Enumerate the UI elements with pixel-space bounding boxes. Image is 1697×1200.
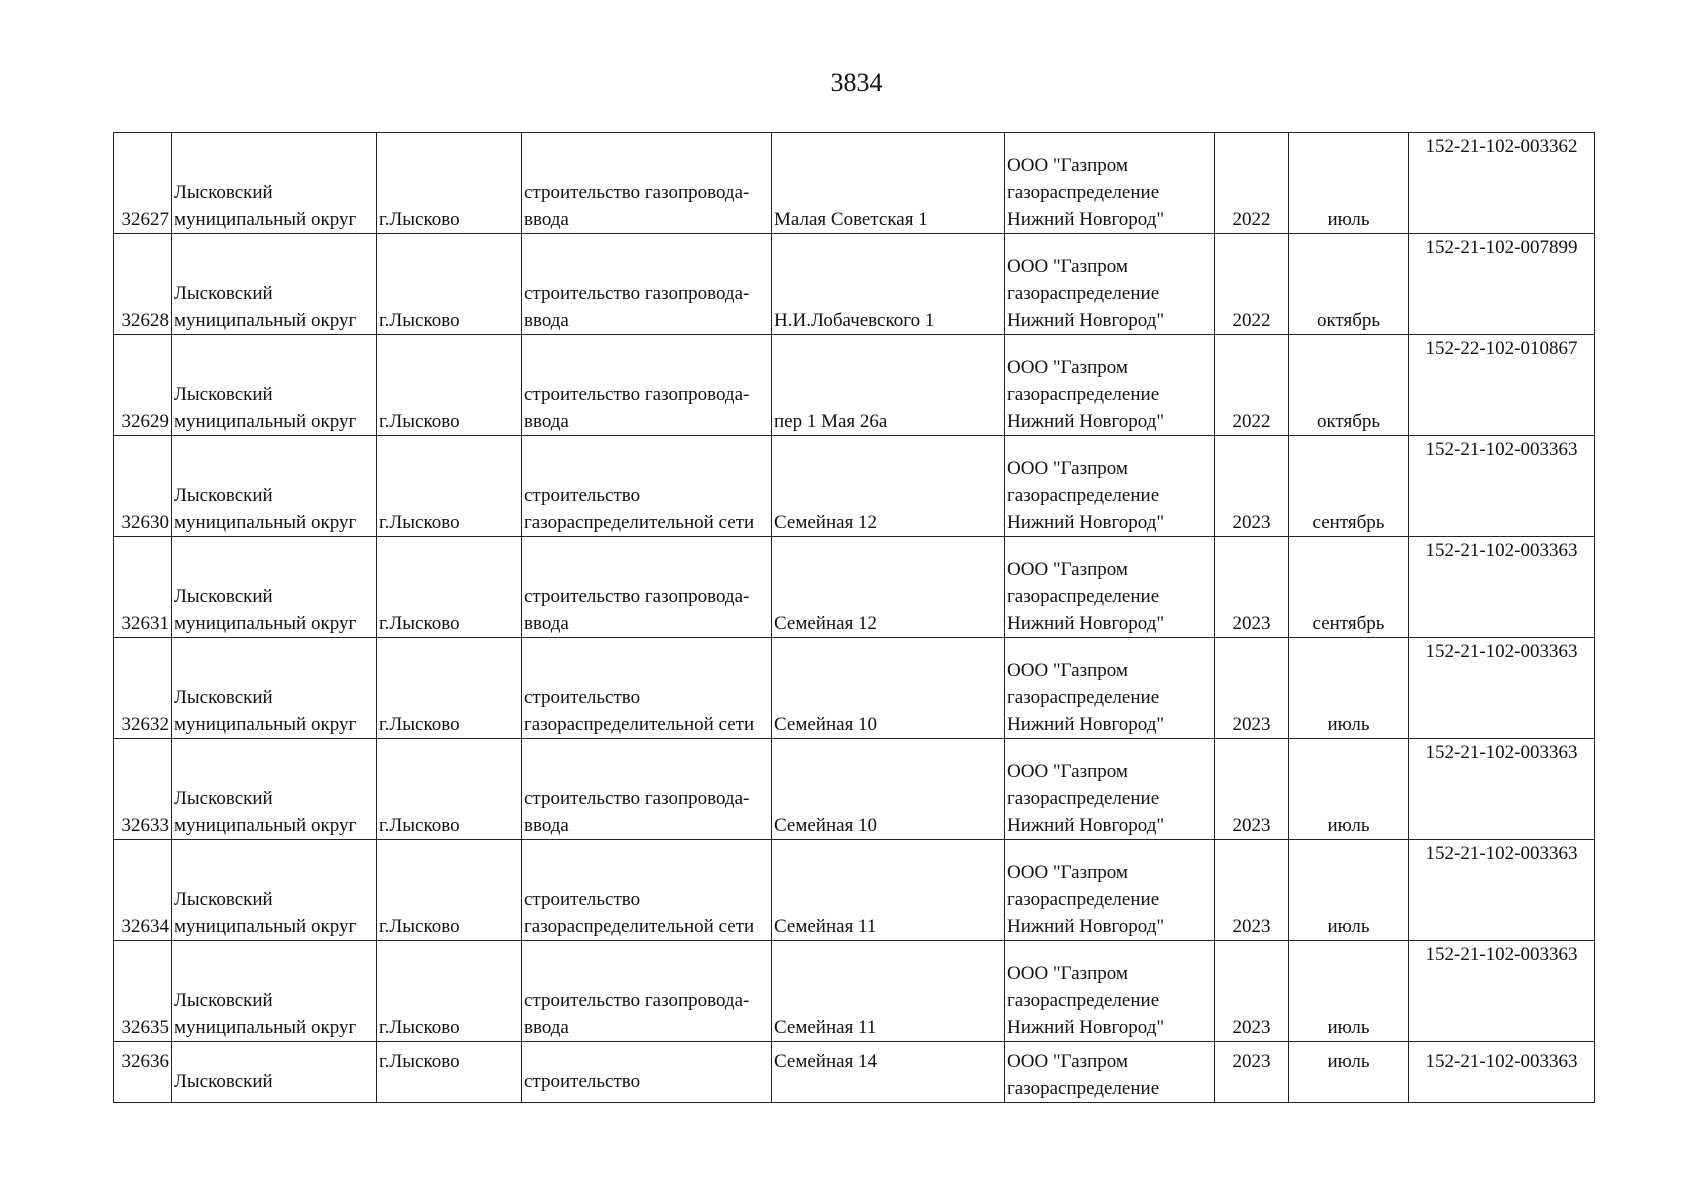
table-row: [114, 234, 1595, 335]
address-cell: Семейная 10: [772, 739, 1005, 840]
organization-cell: ООО "Газпром газораспределение Нижний Новгород": [1005, 941, 1215, 1042]
table-row: [114, 537, 1595, 638]
work-type-cell: строительство газораспределительной сети: [522, 638, 772, 739]
address-cell: Семейная 12: [772, 436, 1005, 537]
row-number: 32633: [114, 739, 172, 840]
organization-cell: ООО "Газпром газораспределение Нижний Новгород": [1005, 638, 1215, 739]
code-cell: 152-21-102-007899: [1409, 234, 1595, 335]
code-cell: 152-21-102-003363: [1409, 1042, 1595, 1103]
organization-cell: ООО "Газпром газораспределение Нижний Новгород": [1005, 335, 1215, 436]
month-cell: октябрь: [1289, 335, 1409, 436]
city-cell: г.Лысково: [377, 133, 522, 234]
table-row: [114, 941, 1595, 1042]
address-cell: Семейная 11: [772, 941, 1005, 1042]
district-cell: Лысковский: [172, 1042, 377, 1103]
month-cell: июль: [1289, 133, 1409, 234]
work-type-cell: строительство газопровода- ввода: [522, 537, 772, 638]
address-cell: Н.И.Лобачевского 1: [772, 234, 1005, 335]
city-cell: г.Лысково: [377, 840, 522, 941]
row-number: 32635: [114, 941, 172, 1042]
year-cell: 2023: [1215, 537, 1289, 638]
register-table: [113, 132, 1595, 1103]
city-cell: г.Лысково: [377, 234, 522, 335]
year-cell: 2023: [1215, 638, 1289, 739]
organization-cell: ООО "Газпром газораспределение Нижний Новгород": [1005, 436, 1215, 537]
row-number: 32627: [114, 133, 172, 234]
city-cell: г.Лысково: [377, 638, 522, 739]
month-cell: июль: [1289, 638, 1409, 739]
year-cell: 2022: [1215, 335, 1289, 436]
city-cell: г.Лысково: [377, 335, 522, 436]
page-number: 3834: [830, 68, 883, 97]
year-cell: 2023: [1215, 739, 1289, 840]
district-cell: Лысковский муниципальный округ: [172, 335, 377, 436]
row-number: 32636: [114, 1042, 172, 1103]
work-type-cell: строительство газораспределительной сети: [522, 840, 772, 941]
row-number: 32631: [114, 537, 172, 638]
address-cell: Семейная 10: [772, 638, 1005, 739]
table-row: [114, 133, 1595, 234]
code-cell: 152-22-102-010867: [1409, 335, 1595, 436]
table-row: [114, 335, 1595, 436]
district-cell: Лысковский муниципальный округ: [172, 436, 377, 537]
code-cell: 152-21-102-003363: [1409, 436, 1595, 537]
work-type-cell: строительство газопровода- ввода: [522, 335, 772, 436]
address-cell: пер 1 Мая 26а: [772, 335, 1005, 436]
row-number: 32634: [114, 840, 172, 941]
code-cell: 152-21-102-003363: [1409, 840, 1595, 941]
city-cell: г.Лысково: [377, 436, 522, 537]
row-number: 32632: [114, 638, 172, 739]
work-type-cell: строительство: [522, 1042, 772, 1103]
organization-cell: ООО "Газпром газораспределение Нижний Новгород": [1005, 133, 1215, 234]
code-cell: 152-21-102-003363: [1409, 739, 1595, 840]
year-cell: 2023: [1215, 1042, 1289, 1103]
district-cell: Лысковский муниципальный округ: [172, 739, 377, 840]
month-cell: июль: [1289, 1042, 1409, 1103]
city-cell: г.Лысково: [377, 739, 522, 840]
row-number: 32630: [114, 436, 172, 537]
month-cell: сентябрь: [1289, 436, 1409, 537]
work-type-cell: строительство газораспределительной сети: [522, 436, 772, 537]
district-cell: Лысковский муниципальный округ: [172, 840, 377, 941]
city-cell: г.Лысково: [377, 1042, 522, 1103]
work-type-cell: строительство газопровода- ввода: [522, 133, 772, 234]
row-number: 32628: [114, 234, 172, 335]
year-cell: 2023: [1215, 941, 1289, 1042]
code-cell: 152-21-102-003362: [1409, 133, 1595, 234]
table-row: [114, 1042, 1595, 1103]
address-cell: Малая Советская 1: [772, 133, 1005, 234]
table-row: [114, 436, 1595, 537]
year-cell: 2023: [1215, 436, 1289, 537]
district-cell: Лысковский муниципальный округ: [172, 133, 377, 234]
city-cell: г.Лысково: [377, 537, 522, 638]
code-cell: 152-21-102-003363: [1409, 537, 1595, 638]
address-cell: Семейная 11: [772, 840, 1005, 941]
year-cell: 2022: [1215, 133, 1289, 234]
organization-cell: ООО "Газпром газораспределение Нижний Новгород": [1005, 840, 1215, 941]
organization-cell: ООО "Газпром газораспределение Нижний Новгород": [1005, 234, 1215, 335]
work-type-cell: строительство газопровода- ввода: [522, 941, 772, 1042]
table-row: [114, 840, 1595, 941]
row-number: 32629: [114, 335, 172, 436]
city-cell: г.Лысково: [377, 941, 522, 1042]
organization-cell: ООО "Газпром газораспределение: [1005, 1042, 1215, 1103]
table-row: [114, 638, 1595, 739]
district-cell: Лысковский муниципальный округ: [172, 537, 377, 638]
month-cell: июль: [1289, 941, 1409, 1042]
year-cell: 2023: [1215, 840, 1289, 941]
month-cell: июль: [1289, 739, 1409, 840]
work-type-cell: строительство газопровода- ввода: [522, 739, 772, 840]
code-cell: 152-21-102-003363: [1409, 941, 1595, 1042]
month-cell: июль: [1289, 840, 1409, 941]
code-cell: 152-21-102-003363: [1409, 638, 1595, 739]
organization-cell: ООО "Газпром газораспределение Нижний Новгород": [1005, 537, 1215, 638]
month-cell: октябрь: [1289, 234, 1409, 335]
organization-cell: ООО "Газпром газораспределение Нижний Новгород": [1005, 739, 1215, 840]
district-cell: Лысковский муниципальный округ: [172, 234, 377, 335]
address-cell: Семейная 14: [772, 1042, 1005, 1103]
month-cell: сентябрь: [1289, 537, 1409, 638]
district-cell: Лысковский муниципальный округ: [172, 638, 377, 739]
district-cell: Лысковский муниципальный округ: [172, 941, 377, 1042]
year-cell: 2022: [1215, 234, 1289, 335]
address-cell: Семейная 12: [772, 537, 1005, 638]
work-type-cell: строительство газопровода- ввода: [522, 234, 772, 335]
table-row: [114, 739, 1595, 840]
